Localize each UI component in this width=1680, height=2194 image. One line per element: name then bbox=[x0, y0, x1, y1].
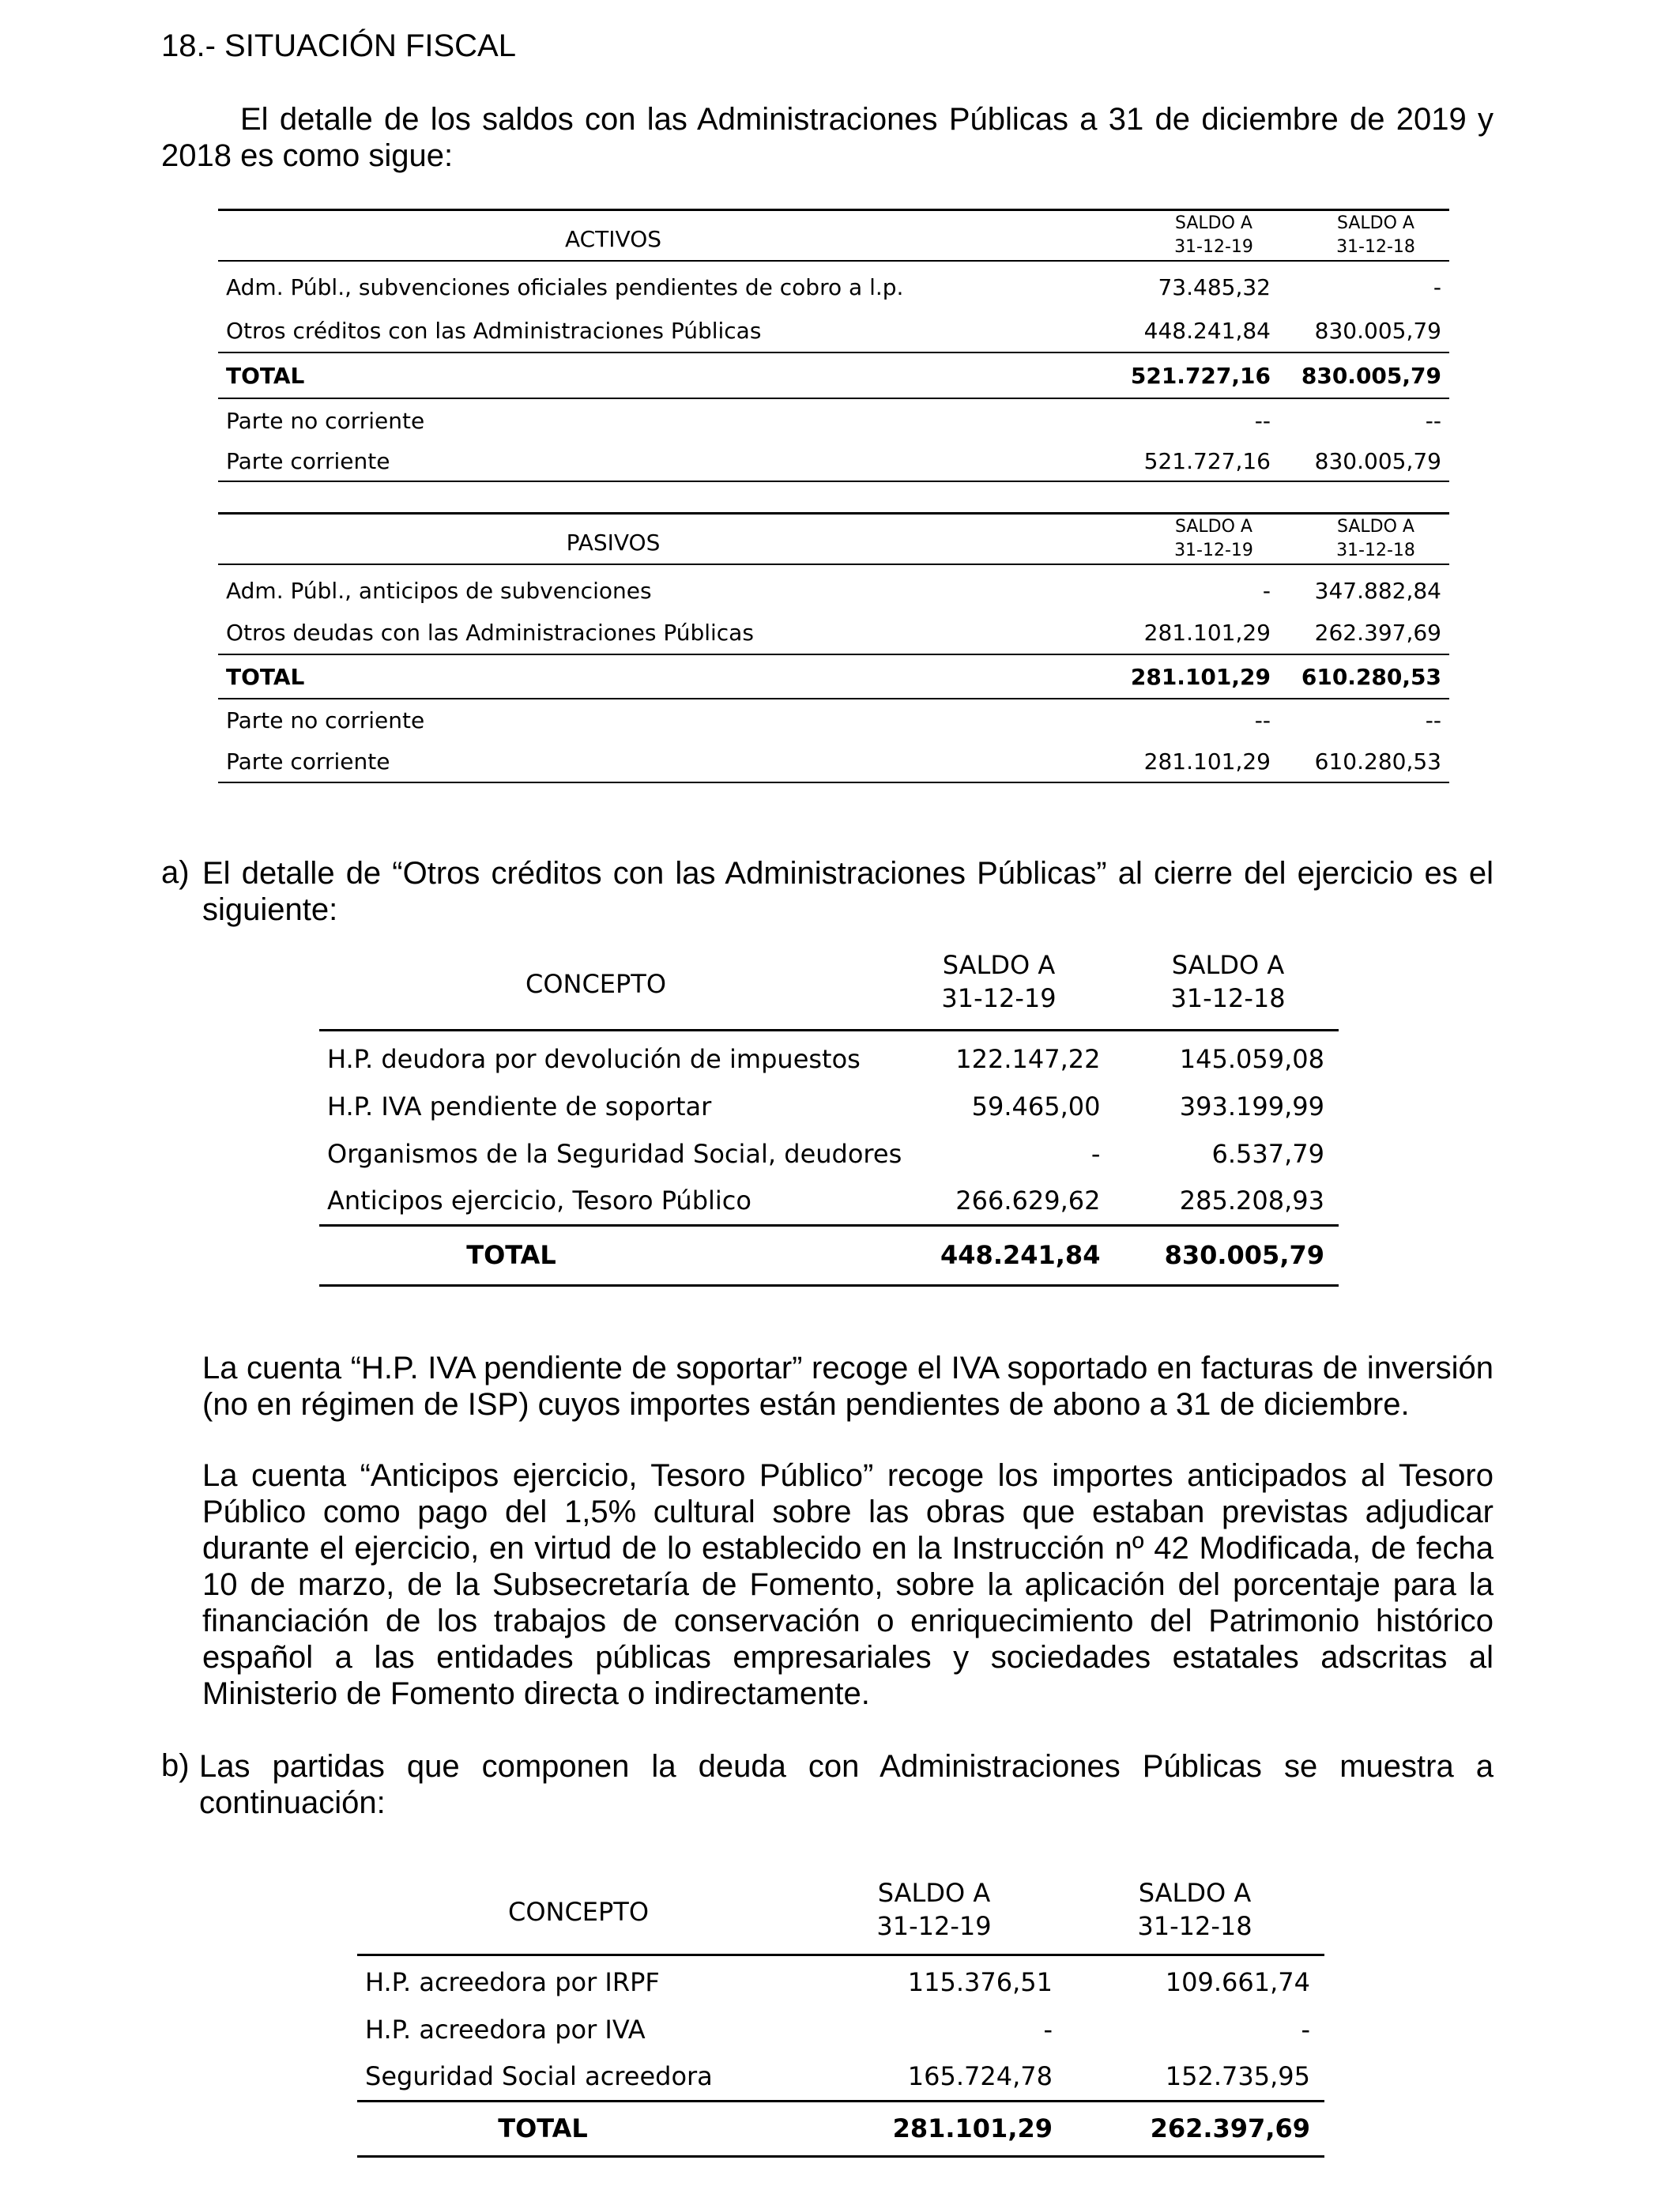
total-row: TOTAL 448.241,84 830.005,79 bbox=[319, 1225, 1339, 1285]
table-row: Otros créditos con las Administraciones Públicas 448.241,84 830.005,79 bbox=[226, 317, 1441, 344]
section-a-text: El detalle de “Otros créditos con las Administraciones Públicas” al cierre del ejercicio es el siguiente: bbox=[202, 856, 1494, 927]
activos-title: ACTIVOS bbox=[564, 226, 662, 252]
table-row: Seguridad Social acreedora 165.724,78 152.735,95 bbox=[357, 2053, 1324, 2101]
pasivos-rows bbox=[218, 569, 1449, 783]
total-row: TOTAL 281.101,29 262.397,69 bbox=[357, 2101, 1324, 2156]
table-b-rows bbox=[357, 1958, 1324, 2158]
section-b-text: Las partidas que componen la deuda con Administraciones Públicas se muestra a continuación: bbox=[199, 1749, 1494, 1820]
section-b-marker: b) bbox=[161, 1748, 190, 1783]
paragraph-iva: La cuenta “H.P. IVA pendiente de soportar” recoge el IVA soportado en facturas de inversión (no en régimen de ISP) cuyos importes están pendientes de abono a 31 de diciembre. bbox=[202, 1351, 1494, 1422]
table-row: Organismos de la Seguridad Social, deudores - 6.537,79 bbox=[327, 1139, 1324, 1169]
pasivos-col1-header: SALDO A 31-12-19 bbox=[1174, 517, 1253, 560]
pasivos-col2-header: SALDO A 31-12-18 bbox=[1336, 517, 1415, 560]
total-row: TOTAL 281.101,29 610.280,53 bbox=[218, 654, 1449, 699]
paragraph-anticipos: La cuenta “Anticipos ejercicio, Tesoro Público” recoge los importes anticipados al Tesoro Público como pago del 1,5% cultural sobre las obras que estaban previstas adjudicar durante el ejercicio, en virtud de lo establecido en la Instrucción nº 42 Modificada, de fecha 10 de marzo, de la Subsecretaría de Fomento, sobre la aplicación del porcentaje para la financiación de los trabajos de conservación o enriquecimiento del Patrimonio histórico español a las entidades públicas empresariales y sociedades estatales adscritas al Ministerio de Fomento directa o indirectamente. bbox=[202, 1458, 1494, 1711]
table-b-col2-header: SALDO A 31-12-18 bbox=[1137, 1878, 1252, 1941]
activos-col1-header: SALDO A 31-12-19 bbox=[1174, 213, 1253, 257]
table-row: H.P. IVA pendiente de soportar 59.465,00 393.199,99 bbox=[327, 1091, 1324, 1122]
section-heading: 18.- SITUACIÓN FISCAL bbox=[161, 28, 516, 63]
table-row: H.P. deudora por devolución de impuestos 122.147,22 145.059,08 bbox=[327, 1044, 1324, 1074]
table-row: Parte no corriente -- -- bbox=[226, 407, 1441, 434]
table-b-concept-header: CONCEPTO bbox=[507, 1897, 650, 1927]
section-a-marker: a) bbox=[161, 855, 190, 890]
table-a-col2-header: SALDO A 31-12-18 bbox=[1170, 950, 1286, 1013]
intro-paragraph: El detalle de los saldos con las Administraciones Públicas a 31 de diciembre de 2019 y 2018 es como sigue: bbox=[161, 102, 1494, 173]
table-row: Otros deudas con las Administraciones Públicas 281.101,29 262.397,69 bbox=[226, 620, 1441, 646]
table-row: Adm. Públ., anticipos de subvenciones - 347.882,84 bbox=[226, 577, 1441, 604]
table-b-col1-header: SALDO A 31-12-19 bbox=[876, 1878, 992, 1941]
table-row: H.P. acreedora por IVA - - bbox=[365, 2015, 1310, 2045]
table-a-col1-header: SALDO A 31-12-19 bbox=[941, 950, 1057, 1013]
activos-rows bbox=[218, 266, 1449, 482]
table-row: Parte no corriente -- -- bbox=[226, 707, 1441, 733]
pasivos-title: PASIVOS bbox=[566, 530, 661, 556]
total-row: TOTAL 521.727,16 830.005,79 bbox=[218, 352, 1449, 398]
table-row: Parte corriente 281.101,29 610.280,53 bbox=[218, 741, 1449, 782]
table-row: Adm. Públ., subvenciones oficiales pendientes de cobro a l.p. 73.485,32 - bbox=[226, 274, 1441, 300]
table-a-rows bbox=[319, 1035, 1339, 1287]
table-row: Anticipos ejercicio, Tesoro Público 266.629,62 285.208,93 bbox=[319, 1178, 1339, 1225]
activos-col2-header: SALDO A 31-12-18 bbox=[1336, 213, 1415, 257]
table-row: H.P. acreedora por IRPF 115.376,51 109.661,74 bbox=[365, 1967, 1310, 1997]
table-a-concept-header: CONCEPTO bbox=[525, 969, 667, 999]
table-row: Parte corriente 521.727,16 830.005,79 bbox=[218, 442, 1449, 481]
